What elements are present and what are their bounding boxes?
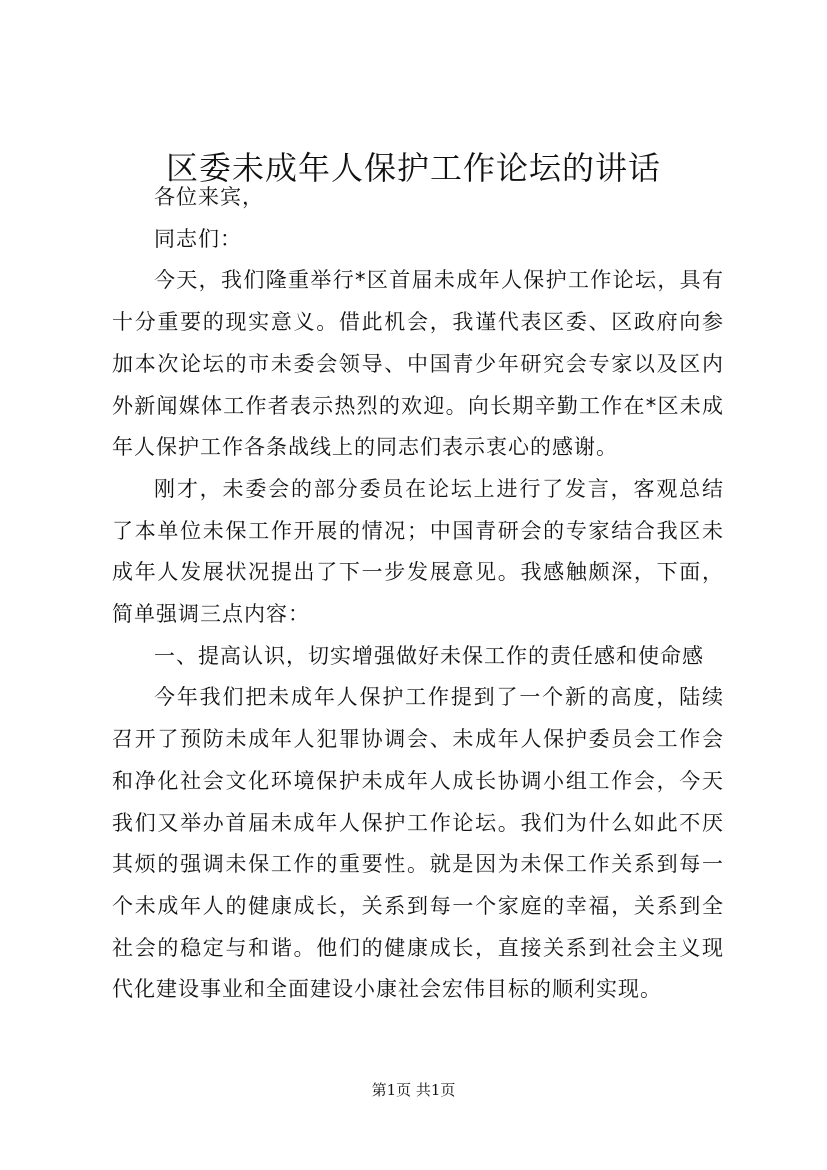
section-heading-1: 一、提高认识，切实增强做好未保工作的责任感和使命感: [154, 643, 704, 668]
salutation-guests: 各位来宾，: [154, 185, 264, 209]
paragraph-summary: 刚才，未委会的部分委员在论坛上进行了发言，客观总结了本单位未保工作开展的情况；中国青研会的专家结合我区未成年人发展状况提出了下一步发展意见。我感触颇深，下面，简单强调三点内容：: [112, 476, 724, 627]
document-title: 区委未成年人保护工作论坛的讲话: [165, 149, 661, 187]
document-body: [112, 177, 724, 1011]
salutation-comrades: 同志们：: [154, 226, 242, 251]
paragraph-opening: 今天，我们隆重举行*区首届未成年人保护工作论坛，具有十分重要的现实意义。借此机会，我谨代表区委、区政府向参加本次论坛的市未委会领导、中国青少年研究会专家以及区内外新闻媒体工作者表示热烈的欢迎。向长期辛勤工作在*区未成年人保护工作各条战线上的同志们表示衷心的感谢。: [112, 268, 724, 460]
page-number-footer: 第1页 共1页: [371, 1081, 456, 1099]
paragraph-section-1: 今年我们把未成年人保护工作提到了一个新的高度，陆续召开了预防未成年人犯罪协调会、未成年人保护委员会工作会和净化社会文化环境保护未成年人成长协调小组工作会，今天我们又举办首届未成年人保护工作论坛。我们为什么如此不厌其烦的强调未保工作的重要性。就是因为未保工作关系到每一个未成年人的健康成长，关系到每一个家庭的幸福，关系到全社会的稳定与和谐。他们的健康成长，直接关系到社会主义现代化建设事业和全面建设小康社会宏伟目标的顺利实现。: [112, 685, 724, 1002]
